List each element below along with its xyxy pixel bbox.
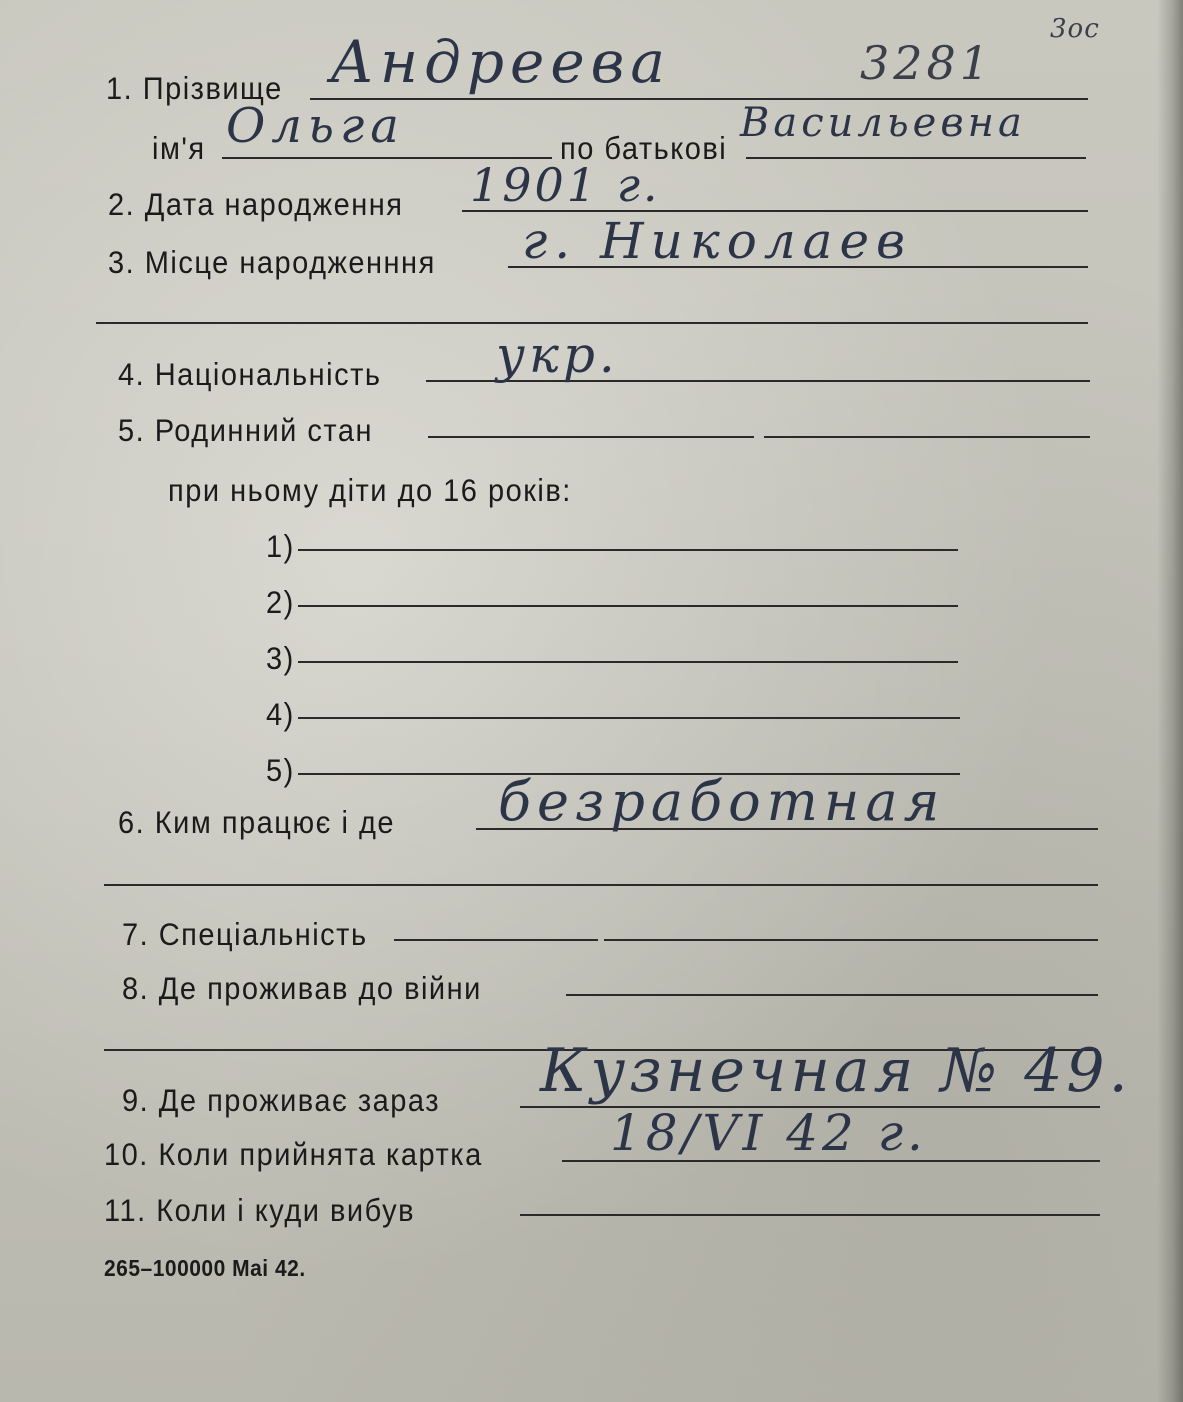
children-label: при ньому діти до 16 років: [168, 474, 572, 509]
card-suffix-handwriting: 3ос [1050, 14, 1100, 44]
birth-place-handwriting: г. Николаев [522, 212, 913, 270]
nationality-handwriting: укр. [496, 326, 619, 384]
surname-handwriting: Андреева [330, 28, 672, 96]
child-3-line [298, 661, 958, 663]
surname-label: 1. Прізвище [106, 72, 283, 107]
birth-date-label: 2. Дата народження [108, 188, 404, 223]
child-5-label: 5) [266, 754, 295, 789]
birth-place-label: 3. Місце народженння [108, 246, 436, 281]
marital-status-line-1 [428, 436, 754, 438]
marital-status-line-2 [764, 436, 1090, 438]
prewar-residence-line [566, 994, 1098, 996]
patronymic-label: по батькові [560, 132, 728, 167]
nationality-label: 4. Національність [118, 358, 382, 393]
child-3-label: 3) [266, 642, 295, 677]
card-date-handwriting: 18/VI 42 г. [610, 1104, 927, 1162]
card-date-label: 10. Коли прийнята картка [104, 1138, 483, 1173]
occupation-label: 6. Ким працює і де [118, 806, 396, 841]
print-code: 265–100000 Mai 42. [104, 1256, 306, 1282]
child-4-label: 4) [266, 698, 295, 733]
first-name-label: ім'я [152, 132, 206, 167]
current-residence-label: 9. Де проживає зараз [122, 1084, 441, 1119]
specialty-line-2 [604, 939, 1098, 941]
child-1-line [298, 549, 958, 551]
specialty-line-1 [394, 939, 598, 941]
occupation-handwriting: безработная [498, 770, 946, 833]
child-2-line [298, 605, 958, 607]
first-name-handwriting: Ольга [226, 98, 405, 154]
child-2-label: 2) [266, 586, 295, 621]
occupation-extra-line [104, 884, 1098, 886]
card-number-handwriting: 3281 [860, 36, 994, 90]
patronymic-handwriting: Васильевна [740, 100, 1026, 146]
child-1-label: 1) [266, 530, 295, 565]
specialty-label: 7. Спеціальність [122, 918, 368, 953]
departure-line [520, 1214, 1100, 1216]
paper-edge-shadow [1157, 0, 1183, 1402]
marital-status-label: 5. Родинний стан [118, 414, 374, 449]
current-residence-handwriting: Кузнечная № 49. [540, 1036, 1132, 1106]
departure-label: 11. Коли і куди вибув [104, 1194, 415, 1229]
birth-place-extra-line [96, 322, 1088, 324]
child-4-line [298, 717, 960, 719]
patronymic-line [746, 157, 1086, 159]
prewar-residence-label: 8. Де проживав до війни [122, 972, 482, 1007]
birth-date-handwriting: 1901 г. [470, 158, 661, 212]
